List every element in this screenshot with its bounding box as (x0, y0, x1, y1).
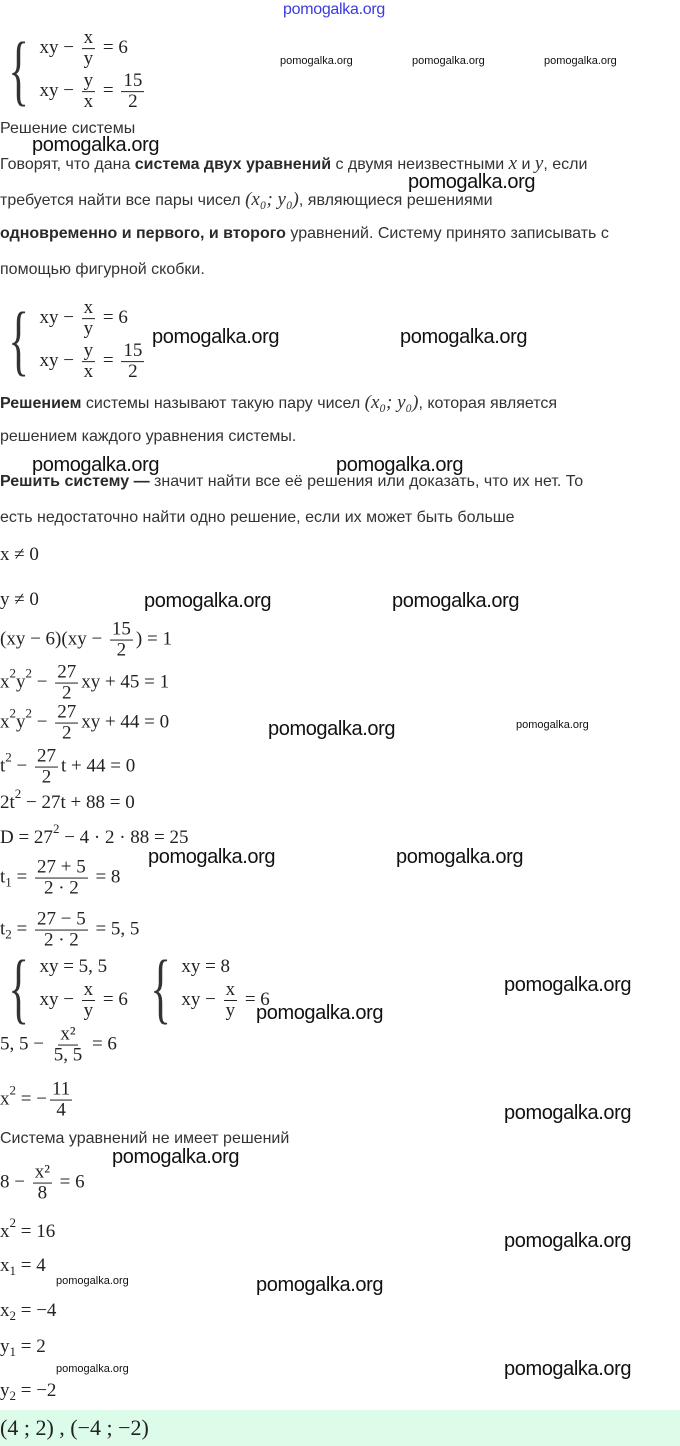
watermark: pomogalka.org (268, 718, 396, 740)
equation-system (0, 28, 147, 112)
equation-system (142, 944, 270, 1031)
math-text: xy − (39, 307, 79, 329)
math-text: = 6 (87, 1034, 117, 1055)
system-rows (39, 298, 147, 382)
text-line (0, 261, 205, 279)
fraction (224, 980, 238, 1021)
fraction (82, 980, 96, 1021)
subscript: 1 (5, 875, 12, 890)
numerator: x² (34, 1161, 50, 1183)
math-text: = 2 (16, 1336, 46, 1357)
math-text: t + 44 = 0 (61, 756, 136, 777)
fraction (82, 298, 96, 339)
math-text: t (0, 756, 6, 777)
denominator: 2 (61, 722, 72, 744)
denominator: 2 · 2 (43, 929, 79, 951)
numerator: x (83, 978, 94, 1000)
math-line (0, 1215, 56, 1243)
watermark: pomogalka.org (56, 1275, 129, 1287)
math-text: (4 ; 2) , (−4 ; −2) (0, 1415, 149, 1440)
math-text: y ≠ 0 (0, 589, 39, 610)
math-text: = (11, 919, 32, 940)
fraction (82, 341, 96, 382)
math-text: = 6 (98, 307, 128, 329)
math-text: xy − (39, 989, 79, 1010)
math-text: = 8 (90, 867, 121, 888)
fraction (50, 1080, 72, 1121)
math-text: 8 − (0, 1172, 30, 1193)
watermark: pomogalka.org (392, 590, 520, 612)
math-text: = 6 (54, 1172, 85, 1193)
watermark: pomogalka.org (516, 719, 589, 731)
watermark: pomogalka.org (152, 326, 280, 348)
math-text: = 6 (240, 989, 270, 1010)
text: есть недостаточно найти одно решение, если их может быть больше (0, 509, 515, 526)
math-text: y (0, 1336, 10, 1357)
numerator: 27 (37, 745, 56, 767)
math-line (0, 1300, 56, 1322)
numerator: 15 (123, 340, 143, 361)
math-line (0, 620, 172, 661)
fraction (33, 1163, 52, 1204)
numerator: 27 − 5 (37, 908, 86, 930)
numerator: 27 + 5 (37, 856, 86, 878)
math-text: xy − (39, 37, 79, 59)
fraction (52, 1025, 85, 1066)
text: , являющиеся решениями (298, 192, 493, 209)
text: требуется найти все пары чисел (0, 192, 246, 209)
subscript: 2 (5, 927, 12, 942)
fraction (35, 858, 88, 899)
equation-system (0, 298, 147, 382)
math-line (0, 1025, 117, 1066)
denominator: 2 (128, 360, 138, 382)
system-rows (39, 956, 127, 1021)
math-line (0, 589, 39, 611)
fraction (121, 341, 144, 382)
math-text: − 4 · 2 · 88 = 25 (59, 827, 189, 848)
bold-text: система двух уравнений (134, 156, 332, 173)
superscript: 2 (5, 750, 12, 765)
equation-system (0, 944, 128, 1031)
fraction (121, 71, 144, 112)
system-equation (39, 980, 127, 1021)
math-text: x (0, 672, 10, 693)
watermark: pomogalka.org (504, 1102, 632, 1124)
system-equation (39, 28, 147, 69)
watermark: pomogalka.org (32, 134, 160, 156)
denominator: y (83, 999, 94, 1021)
numerator: x (225, 978, 236, 1000)
math-text: xy + 45 = 1 (81, 672, 170, 693)
watermark: pomogalka.org (396, 846, 524, 868)
math-text: = −2 (16, 1380, 57, 1401)
text: и (517, 156, 535, 173)
math-text: = (98, 350, 119, 372)
watermark: pomogalka.org (400, 326, 528, 348)
math-text: − (32, 712, 53, 733)
left-brace-icon: { (8, 944, 30, 1031)
left-brace-icon: { (8, 26, 30, 113)
denominator: 2 (61, 682, 72, 704)
text: с двумя неизвестными (331, 156, 509, 173)
inline-math: (x₀; y₀) (364, 392, 419, 413)
math-text: − 27t + 88 = 0 (21, 792, 135, 813)
math-line (0, 1080, 75, 1121)
math-text: = 6 (98, 37, 128, 59)
superscript: 2 (9, 706, 16, 721)
denominator: x (83, 90, 94, 112)
math-line (0, 1255, 46, 1277)
superscript: 2 (9, 1215, 16, 1230)
superscript: 2 (25, 666, 32, 681)
math-text: y (16, 712, 26, 733)
superscript: 2 (25, 706, 32, 721)
math-text: − (32, 672, 53, 693)
watermark: pomogalka.org (256, 1274, 384, 1296)
watermark: pomogalka.org (32, 454, 160, 476)
watermark: pomogalka.org (504, 1358, 632, 1380)
watermark: pomogalka.org (504, 1230, 632, 1252)
denominator: 8 (37, 1182, 48, 1204)
math-line (0, 663, 169, 704)
text: помощью фигурной скобки. (0, 261, 205, 278)
math-line (0, 1380, 56, 1402)
text: уравнений. Систему принято записывать с (285, 225, 609, 242)
subscript: 2 (9, 1388, 16, 1403)
fraction (35, 910, 88, 951)
denominator: y (83, 318, 94, 340)
denominator: 2 (41, 766, 52, 788)
answer-value (0, 1415, 149, 1441)
math-text: D = 27 (0, 827, 53, 848)
numerator: y (83, 70, 94, 91)
math-text: t (0, 867, 6, 888)
numerator: x (83, 297, 94, 319)
header-watermark[interactable]: pomogalka.org (283, 1, 385, 18)
watermark: pomogalka.org (412, 55, 485, 67)
inline-math: x (508, 153, 518, 174)
text-line (0, 428, 296, 446)
math-text: − (11, 756, 32, 777)
math-text: x (0, 712, 10, 733)
bold-text: Решить систему — (0, 473, 150, 490)
watermark: pomogalka.org (56, 1363, 129, 1375)
math-text: xy − (39, 350, 79, 372)
math-line (0, 1163, 85, 1204)
watermark: pomogalka.org (336, 454, 464, 476)
denominator: y (83, 48, 94, 70)
denominator: 2 (128, 90, 138, 112)
math-text: xy = 5, 5 (39, 955, 108, 977)
watermark: pomogalka.org (408, 171, 536, 193)
numerator: 15 (123, 70, 143, 91)
math-text: 2t (0, 792, 15, 813)
math-text: y (0, 1380, 10, 1401)
bold-text: одновременно и первого, и второго (0, 225, 286, 242)
numerator: 27 (57, 701, 77, 723)
subscript: 1 (9, 1344, 16, 1359)
math-text: x (0, 1089, 10, 1110)
math-line (0, 1336, 46, 1358)
subscript: 1 (9, 1263, 16, 1278)
watermark: pomogalka.org (148, 846, 276, 868)
math-text: y (16, 672, 26, 693)
text: , которая является (418, 395, 558, 412)
superscript: 2 (9, 666, 16, 681)
watermark: pomogalka.org (544, 55, 617, 67)
numerator: 27 (57, 661, 77, 683)
superscript: 2 (9, 1083, 16, 1098)
superscript: 2 (52, 821, 60, 836)
watermark: pomogalka.org (280, 55, 353, 67)
math-text: ) = 1 (135, 629, 172, 650)
numerator: 15 (111, 618, 131, 640)
subscript: 2 (9, 1308, 16, 1323)
system-equation (39, 956, 127, 978)
denominator: y (225, 999, 236, 1021)
fraction (55, 703, 78, 744)
text-line (0, 392, 557, 414)
watermark: pomogalka.org (144, 590, 272, 612)
math-line (0, 28, 161, 112)
watermark: pomogalka.org (112, 1146, 240, 1168)
math-text: = −4 (16, 1300, 57, 1321)
math-line (0, 747, 135, 788)
system-rows (39, 28, 147, 112)
math-text: xy + 44 = 0 (81, 712, 170, 733)
system-equation (181, 956, 269, 978)
math-text: (xy − 6)(xy − (0, 629, 107, 650)
denominator: x (83, 360, 94, 382)
text: , если (543, 156, 588, 173)
math-text: x (0, 1300, 10, 1321)
numerator: x² (60, 1023, 76, 1045)
text: Решение системы (0, 120, 136, 137)
math-text: t (0, 919, 6, 940)
math-text: = 6 (98, 989, 128, 1010)
text: Говорят, что дана (0, 156, 135, 173)
bold-text: Решением (0, 395, 82, 412)
system-equation (39, 298, 147, 339)
numerator: y (83, 340, 94, 361)
math-text: xy − (39, 80, 79, 102)
text: системы называют такую пару чисел (81, 395, 365, 412)
text: решением каждого уравнения системы. (0, 428, 297, 445)
denominator: 4 (56, 1099, 66, 1121)
fraction (82, 28, 96, 69)
math-text: x ≠ 0 (0, 544, 39, 565)
math-text: = − (16, 1089, 47, 1110)
text-line (0, 225, 609, 243)
math-line (0, 544, 39, 566)
numerator: x (83, 27, 94, 49)
math-text: x (0, 1221, 10, 1242)
math-line (0, 703, 169, 744)
answer-box (0, 1410, 680, 1446)
left-brace-icon: { (8, 296, 30, 383)
math-text: xy − (181, 989, 221, 1010)
math-line (0, 944, 284, 1031)
math-text: 5, 5 − (0, 1034, 49, 1055)
math-text: = (11, 867, 32, 888)
system-equation (39, 71, 147, 112)
math-text: = 5, 5 (90, 919, 140, 940)
text: Система уравнений не имеет решений (0, 1130, 290, 1147)
math-text: = 16 (16, 1221, 56, 1242)
system-equation (39, 341, 147, 382)
math-text: xy = 8 (181, 955, 231, 977)
numerator: 11 (51, 1078, 71, 1100)
left-brace-icon: { (150, 944, 171, 1031)
denominator: 2 · 2 (43, 877, 79, 899)
denominator: 2 (116, 639, 127, 661)
math-line (0, 786, 135, 814)
denominator: 5, 5 (53, 1044, 83, 1066)
text-line (0, 509, 515, 527)
superscript: 2 (14, 786, 22, 801)
math-text: = (98, 80, 119, 102)
math-line (0, 298, 161, 382)
math-line (0, 858, 120, 899)
inline-math: (x₀; y₀) (245, 189, 299, 210)
fraction (35, 747, 58, 788)
math-text: = 4 (16, 1255, 46, 1276)
fraction (55, 663, 78, 704)
watermark: pomogalka.org (256, 1002, 384, 1024)
fraction (110, 620, 133, 661)
text: значит найти все её решения или доказать, что их нет. То (149, 473, 584, 490)
inline-math: y (534, 153, 544, 174)
fraction (82, 71, 96, 112)
watermark: pomogalka.org (504, 974, 632, 996)
math-text: x (0, 1255, 10, 1276)
